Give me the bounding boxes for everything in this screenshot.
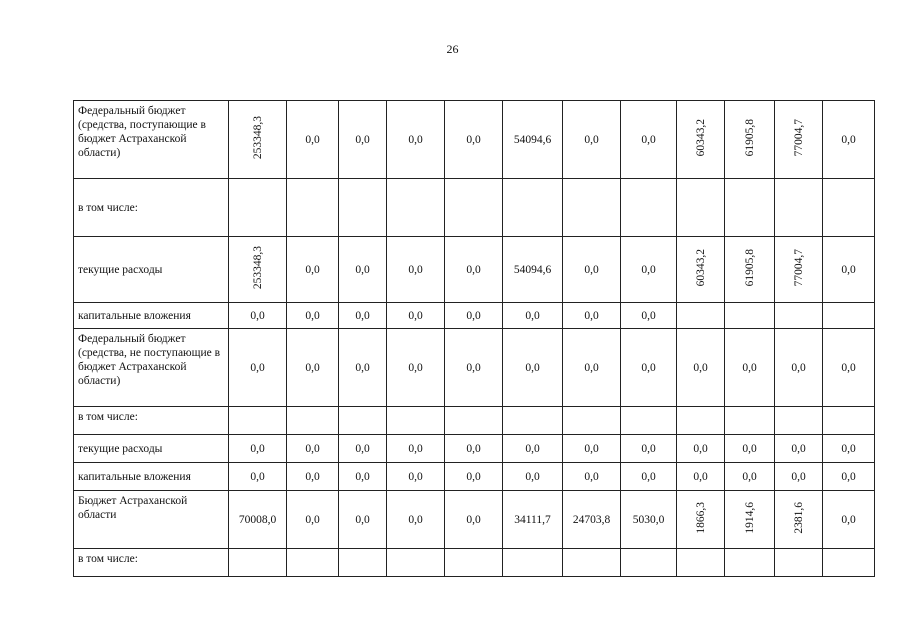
- table-cell: [229, 237, 287, 303]
- table-cell: 0,0: [823, 101, 875, 179]
- table-cell: 0,0: [445, 329, 503, 407]
- table-cell: [775, 491, 823, 549]
- table-cell: [563, 179, 621, 237]
- table-cell: [445, 407, 503, 435]
- table-cell: [823, 407, 875, 435]
- table-cell: [503, 179, 563, 237]
- table-row: [74, 491, 875, 549]
- table-cell: [445, 549, 503, 577]
- table-cell: [677, 407, 725, 435]
- table-row: [74, 407, 875, 435]
- row-label: Бюджет Астраханской области: [74, 491, 229, 549]
- cell-value-vertical: 1866,3: [694, 501, 707, 534]
- table-cell: 0,0: [563, 303, 621, 329]
- table-cell: 0,0: [387, 303, 445, 329]
- row-label: в том числе:: [74, 549, 229, 577]
- table-cell: 0,0: [339, 463, 387, 491]
- table-cell: [229, 179, 287, 237]
- table-cell: 0,0: [725, 435, 775, 463]
- table-cell: [823, 303, 875, 329]
- cell-value-vertical: 60343,2: [694, 118, 707, 157]
- cell-value-vertical: 1914,6: [743, 501, 756, 534]
- table-cell: 0,0: [229, 435, 287, 463]
- row-label: Федеральный бюджет (средства, поступающие в бюджет Астраханской области): [74, 101, 229, 179]
- table-cell: 54094,6: [503, 101, 563, 179]
- table-cell: 0,0: [445, 435, 503, 463]
- table-cell: 0,0: [621, 435, 677, 463]
- table-cell: 0,0: [503, 435, 563, 463]
- table-cell: [775, 237, 823, 303]
- table-cell: 0,0: [621, 329, 677, 407]
- table-cell: [621, 179, 677, 237]
- table-cell: 0,0: [339, 101, 387, 179]
- table-cell: [339, 407, 387, 435]
- table-cell: 0,0: [823, 463, 875, 491]
- table-cell: 34111,7: [503, 491, 563, 549]
- table-cell: [287, 407, 339, 435]
- table-cell: 0,0: [229, 463, 287, 491]
- table-cell: [503, 407, 563, 435]
- table-cell: 70008,0: [229, 491, 287, 549]
- table-cell: [229, 549, 287, 577]
- table-cell: 0,0: [287, 463, 339, 491]
- table-cell: 0,0: [387, 329, 445, 407]
- row-label: Федеральный бюджет (средства, не поступающие в бюджет Астраханской области): [74, 329, 229, 407]
- table-row: [74, 237, 875, 303]
- cell-value-vertical: 253348,3: [251, 115, 264, 160]
- table-cell: 0,0: [445, 237, 503, 303]
- table-cell: [445, 179, 503, 237]
- table-row: [74, 179, 875, 237]
- table-cell: [725, 179, 775, 237]
- table-cell: 0,0: [563, 463, 621, 491]
- table-cell: 0,0: [563, 101, 621, 179]
- cell-value-vertical: 77004,7: [792, 118, 805, 157]
- table-cell: [823, 549, 875, 577]
- table-cell: 0,0: [775, 435, 823, 463]
- table-cell: 0,0: [563, 237, 621, 303]
- table-cell: 0,0: [229, 303, 287, 329]
- table-cell: [503, 549, 563, 577]
- table-cell: [621, 407, 677, 435]
- table-row: [74, 549, 875, 577]
- table-cell: [775, 303, 823, 329]
- table-cell: 0,0: [287, 329, 339, 407]
- budget-table: [73, 100, 875, 577]
- table-cell: 54094,6: [503, 237, 563, 303]
- table-cell: 0,0: [339, 435, 387, 463]
- table-cell: 0,0: [503, 329, 563, 407]
- table-cell: 0,0: [677, 435, 725, 463]
- table-cell: 0,0: [387, 237, 445, 303]
- table-cell: 0,0: [287, 237, 339, 303]
- table-cell: [287, 549, 339, 577]
- table-cell: [725, 407, 775, 435]
- table-row: [74, 303, 875, 329]
- table-cell: 0,0: [339, 303, 387, 329]
- cell-value-vertical: 77004,7: [792, 248, 805, 287]
- table-cell: 0,0: [725, 329, 775, 407]
- table-cell: [387, 549, 445, 577]
- table-row: [74, 463, 875, 491]
- table-cell: [677, 179, 725, 237]
- cell-value-vertical: 60343,2: [694, 248, 707, 287]
- table-cell: [725, 237, 775, 303]
- table-cell: [387, 179, 445, 237]
- table-cell: [677, 303, 725, 329]
- table-cell: 0,0: [823, 329, 875, 407]
- table-cell: [563, 549, 621, 577]
- table-cell: [677, 549, 725, 577]
- table-cell: [725, 549, 775, 577]
- table-cell: 0,0: [503, 303, 563, 329]
- table-cell: 0,0: [725, 463, 775, 491]
- table-cell: [287, 179, 339, 237]
- table-cell: [775, 549, 823, 577]
- table-cell: 0,0: [775, 463, 823, 491]
- table-cell: 0,0: [287, 303, 339, 329]
- table-cell: 0,0: [445, 303, 503, 329]
- cell-value-vertical: 2381,6: [792, 501, 805, 534]
- table-cell: 0,0: [823, 491, 875, 549]
- table-cell: 24703,8: [563, 491, 621, 549]
- table-cell: 0,0: [339, 491, 387, 549]
- table-cell: 0,0: [387, 101, 445, 179]
- row-label: текущие расходы: [74, 435, 229, 463]
- row-label: в том числе:: [74, 179, 229, 237]
- table-cell: [725, 491, 775, 549]
- table-cell: [677, 491, 725, 549]
- row-label: капитальные вложения: [74, 303, 229, 329]
- table-cell: [339, 179, 387, 237]
- row-label: капитальные вложения: [74, 463, 229, 491]
- table-cell: 0,0: [287, 101, 339, 179]
- table-cell: [229, 101, 287, 179]
- row-label: текущие расходы: [74, 237, 229, 303]
- table-cell: 0,0: [339, 329, 387, 407]
- row-label: в том числе:: [74, 407, 229, 435]
- table-cell: [339, 549, 387, 577]
- table-cell: 0,0: [563, 435, 621, 463]
- table-cell: 0,0: [503, 463, 563, 491]
- table-cell: 0,0: [823, 435, 875, 463]
- table-cell: [677, 237, 725, 303]
- cell-value-vertical: 61905,8: [743, 118, 756, 157]
- table-cell: [775, 179, 823, 237]
- table-cell: 0,0: [621, 303, 677, 329]
- table-cell: [725, 303, 775, 329]
- table-cell: 0,0: [387, 491, 445, 549]
- table-cell: [775, 101, 823, 179]
- cell-value-vertical: 61905,8: [743, 248, 756, 287]
- table-cell: 0,0: [445, 101, 503, 179]
- cell-value-vertical: 253348,3: [251, 245, 264, 290]
- table-cell: 0,0: [287, 491, 339, 549]
- table-cell: [387, 407, 445, 435]
- table-row: [74, 101, 875, 179]
- table-cell: 0,0: [387, 435, 445, 463]
- table-cell: [677, 101, 725, 179]
- table-cell: 5030,0: [621, 491, 677, 549]
- table-cell: 0,0: [445, 491, 503, 549]
- table-row: [74, 435, 875, 463]
- table-cell: 0,0: [621, 237, 677, 303]
- table-cell: 0,0: [287, 435, 339, 463]
- table-cell: 0,0: [339, 237, 387, 303]
- table-cell: 0,0: [621, 463, 677, 491]
- table-cell: 0,0: [775, 329, 823, 407]
- table-cell: 0,0: [387, 463, 445, 491]
- table-cell: 0,0: [563, 329, 621, 407]
- table-cell: 0,0: [677, 329, 725, 407]
- table-cell: [621, 549, 677, 577]
- table-cell: [725, 101, 775, 179]
- table-cell: 0,0: [677, 463, 725, 491]
- table-cell: [823, 179, 875, 237]
- table-cell: 0,0: [229, 329, 287, 407]
- table-cell: [229, 407, 287, 435]
- page-number: 26: [446, 42, 459, 56]
- table-cell: 0,0: [445, 463, 503, 491]
- table-cell: 0,0: [823, 237, 875, 303]
- table-row: [74, 329, 875, 407]
- table-cell: [775, 407, 823, 435]
- table-cell: [563, 407, 621, 435]
- table-cell: 0,0: [621, 101, 677, 179]
